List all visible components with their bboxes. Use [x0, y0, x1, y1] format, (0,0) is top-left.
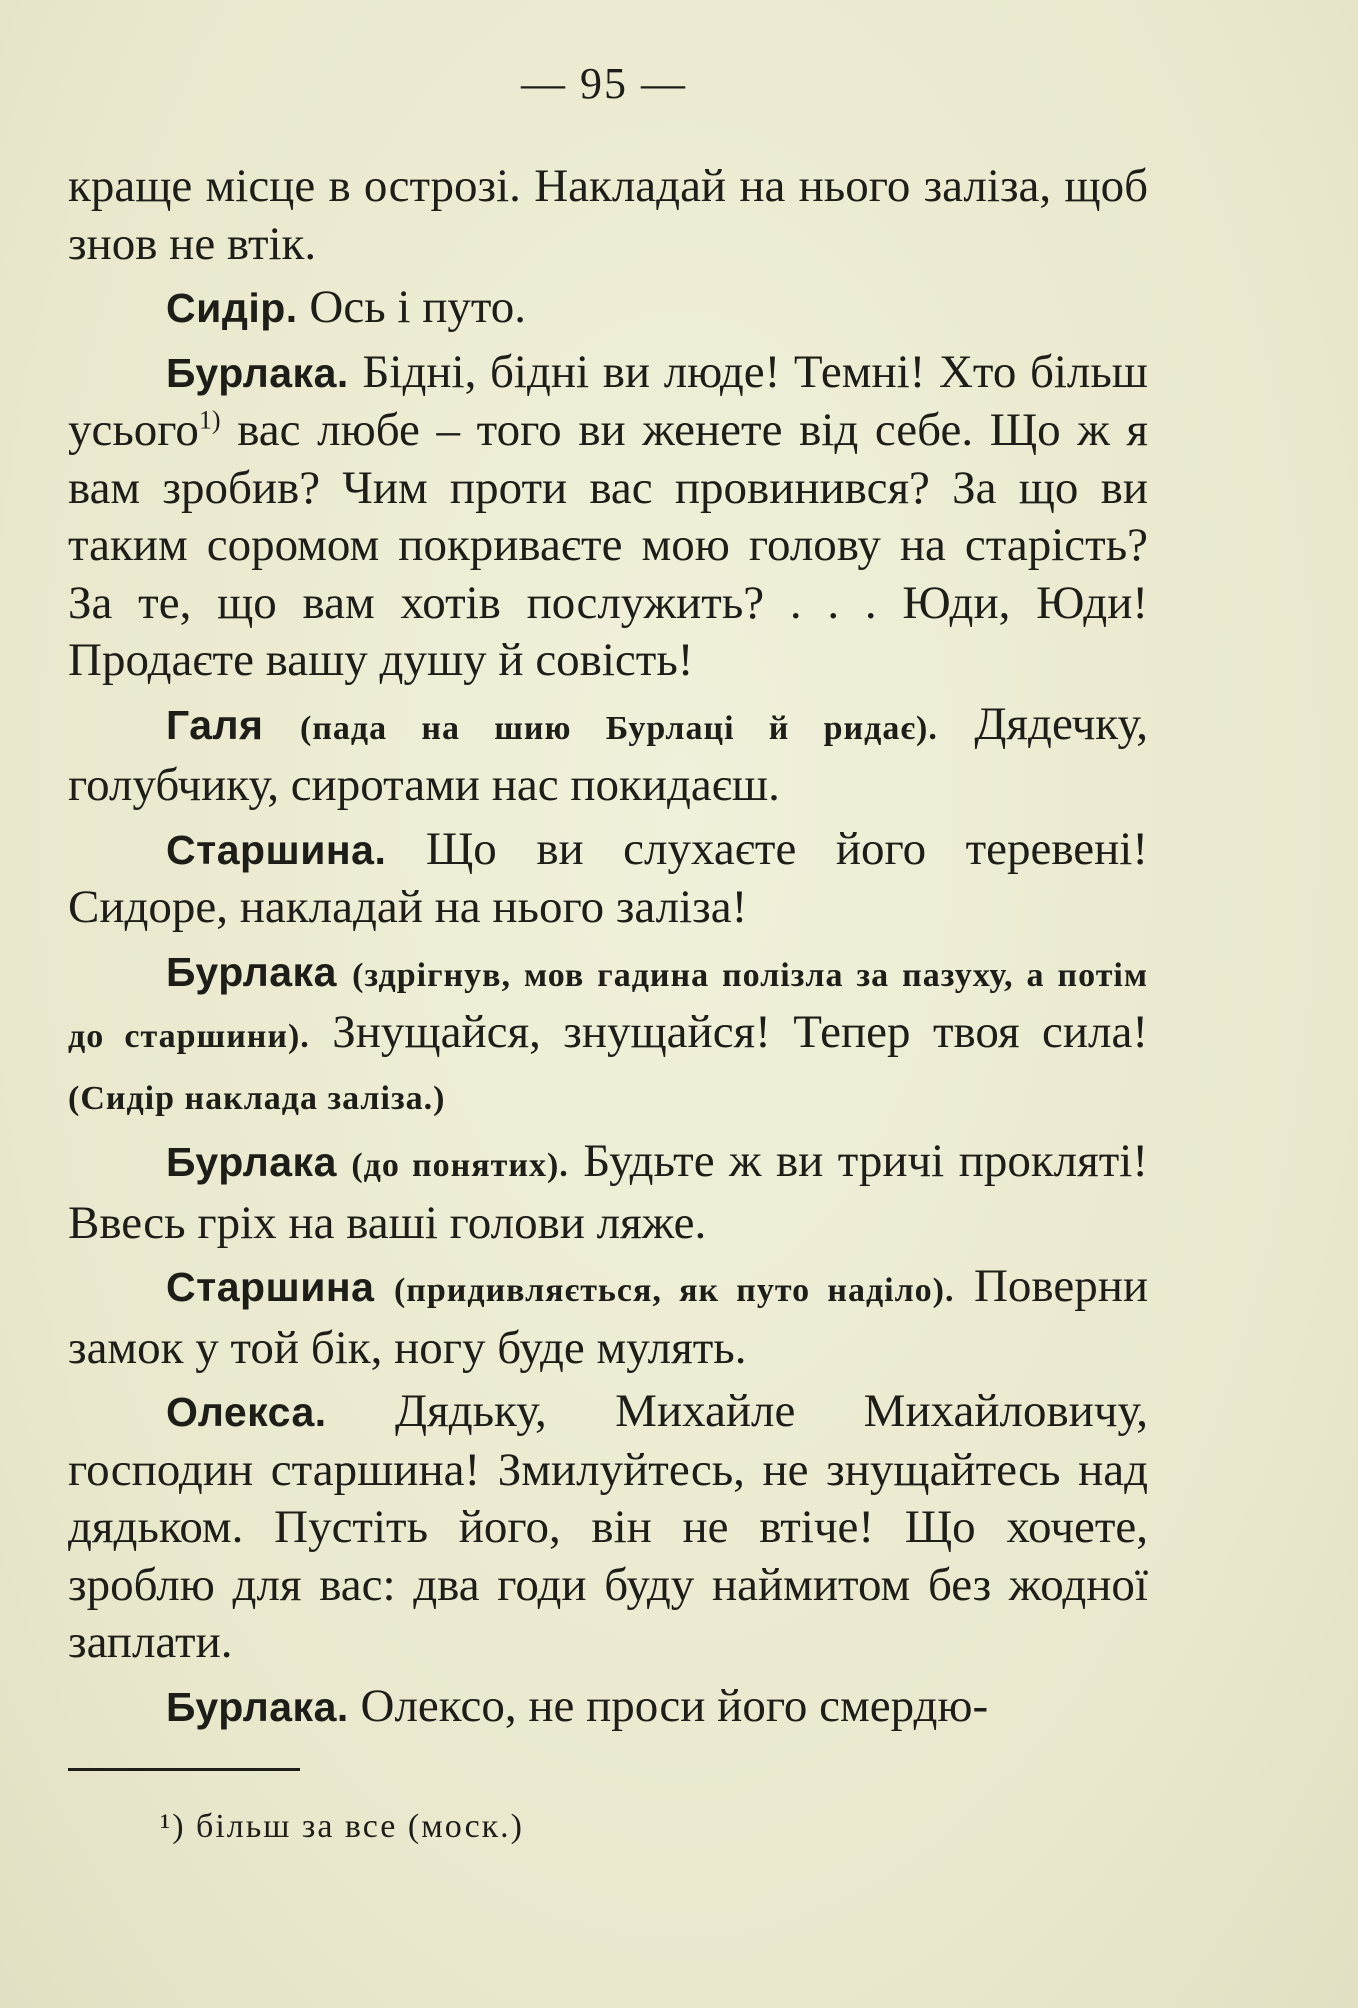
speaker-name: Олекса.: [166, 1389, 327, 1435]
footnote: ¹) більш за все (моск.): [160, 1808, 525, 1845]
speech-text: вас любе – того ви женете від себе. Що ж я вам зробив? Чим проти вас провинився? За що ви таким соромом покриваєте мою голову на старість? За те, що вам хотів послужить? . . . Юди, Юди! Продаєте вашу душу й совість!: [68, 404, 1148, 686]
speech-text: Що ви слухаєте його теревені! Сидоре, накладай на нього заліза!: [68, 822, 1148, 933]
speech-starshyna-1: [68, 821, 1148, 937]
speech-text: Бідні, бідні ви люде! Темні! Хто більш усього: [68, 345, 1148, 456]
speaker-name: Старшина: [166, 1264, 375, 1310]
footnote-divider: [68, 1768, 300, 1771]
stage-direction: (пада на шию Бурлаці й ридає).: [300, 709, 938, 747]
opening-text: краще місце в острозі. Накладай на нього заліза, щоб знов не втік.: [68, 160, 1148, 270]
speech-burlaka-1: [68, 344, 1148, 690]
page-body: [68, 158, 1148, 1736]
speech-burlaka-4: [68, 1678, 1148, 1737]
speech-halia: [68, 696, 1148, 815]
stage-direction: (придивляється, як путо наділо).: [393, 1272, 955, 1309]
speaker-name: Бурлака.: [166, 1683, 349, 1730]
stage-direction: (здрігнув, мов гадина полізла за пазуху, а потім до старшини).: [68, 956, 1149, 1055]
speaker-name: Сидір.: [166, 285, 298, 331]
footnote-mark: 1): [198, 405, 221, 435]
speaker-name: Бурлака: [166, 948, 337, 995]
speech-sydir: [68, 279, 1148, 338]
stage-direction-after: (Сидір наклада заліза.): [68, 1079, 446, 1117]
speech-text: Будьте ж ви тричі прокляті! Ввесь гріх на ваші голови ляже.: [68, 1135, 1149, 1249]
stage-direction: (до понятих).: [351, 1147, 569, 1184]
speech-starshyna-2: [68, 1258, 1148, 1377]
speech-text: Олексо, не проси його смердю-: [360, 1679, 989, 1732]
speech-text: Поверни замок у той бік, ногу буде мулять.: [68, 1260, 1149, 1374]
speech-text: Знущайся, знущайся! Тепер твоя сила!: [332, 1006, 1148, 1058]
page-number: — 95 —: [521, 59, 687, 108]
speaker-name: Старшина.: [166, 826, 387, 873]
speech-burlaka-2: [68, 943, 1148, 1128]
speech-text: Дядьку, Михайле Михайловичу, господин старшина! Змилуйтесь, не знущайтесь над дядьком. Пустіть його, він не втіче! Що хочете, зроблю для вас: два годи буду наймитом без жодної заплати.: [68, 1385, 1149, 1668]
speech-oleksa: [68, 1383, 1148, 1672]
speech-text: Дядечку, голубчику, сиротами нас покидаєш.: [68, 697, 1149, 811]
speaker-name: Бурлака.: [166, 349, 349, 396]
speaker-name: Бурлака: [166, 1139, 337, 1185]
speech-text: Ось і путо.: [309, 281, 527, 333]
speaker-name: Галя: [166, 701, 264, 748]
speech-burlaka-3: [68, 1133, 1148, 1252]
